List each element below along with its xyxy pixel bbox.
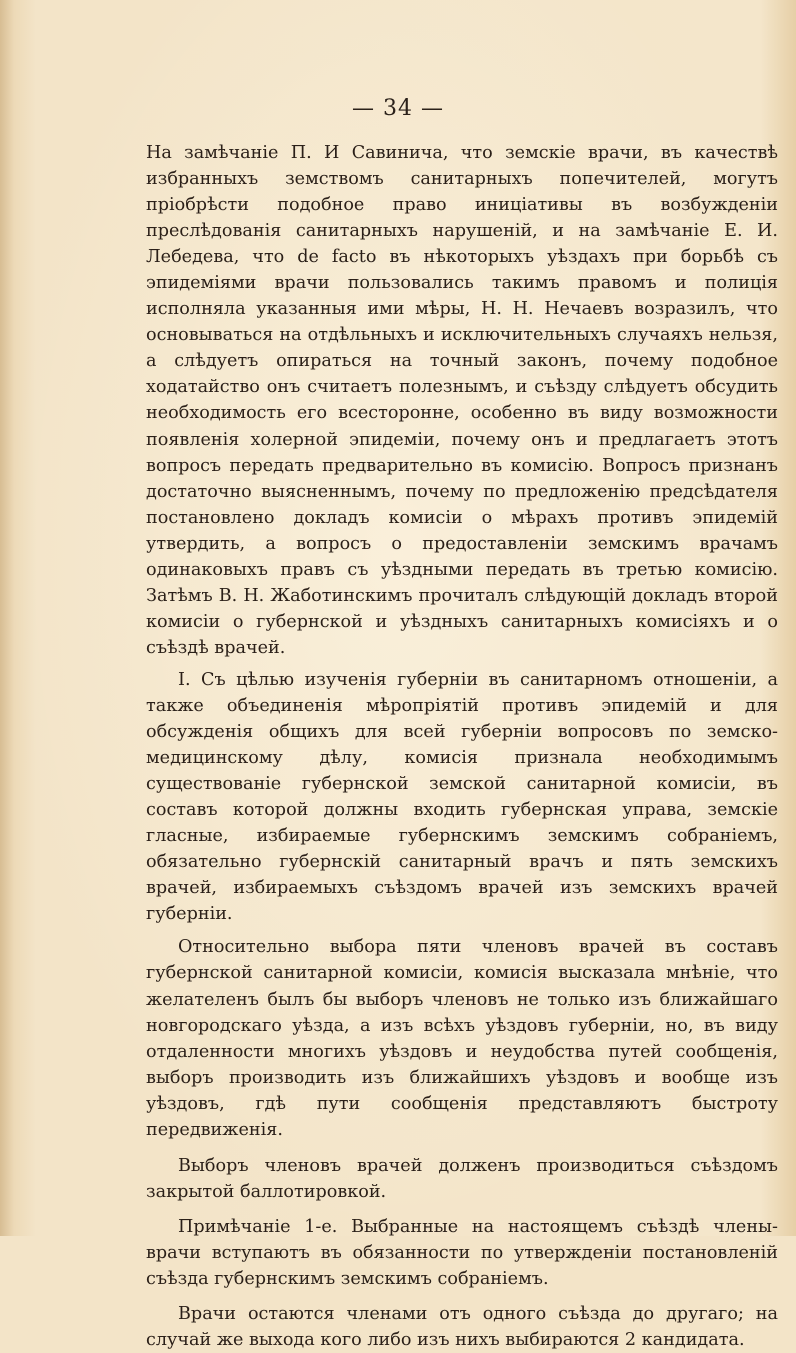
document-body bbox=[146, 140, 778, 1353]
page-number: — 34 — bbox=[352, 96, 444, 121]
paragraph-1: На замѣчаніе П. И Савинича, что земскіе врачи, въ качествѣ избранныхъ земствомъ санитарныхъ попечителей, могутъ пріобрѣсти подобное право иниціативы въ возбужденіи преслѣдованія санитарныхъ нарушеній, и на замѣчаніе Е. И. Лебедева, что de facto въ нѣкоторыхъ уѣздахъ при борьбѣ съ эпидеміями врачи пользовались такимъ правомъ и полиція исполняла указанныя ими мѣры, Н. Н. Нечаевъ возразилъ, что основываться на отдѣльныхъ и исключительныхъ случаяхъ нельзя, а слѣдуетъ опираться на точный законъ, почему подобное ходатайство онъ считаетъ полезнымъ, и съѣзду слѣдуетъ обсудить необходимость его всесторонне, особенно въ виду возможности появленія холерной эпидеміи, почему онъ и предлагаетъ этотъ вопросъ передать предварительно въ комисію. Вопросъ признанъ достаточно выясненнымъ, почему по предложенію предсѣдателя постановлено докладъ комисіи о мѣрахъ противъ эпидемій утвердить, а вопросъ о предоставленіи земскимъ врачамъ одинаковыхъ правъ съ уѣздными передать въ третью комисію. Затѣмъ В. Н. Жаботинскимъ прочиталъ слѣдующій докладъ второй комисіи о губернской и уѣздныхъ санитарныхъ комисіяхъ и о съѣздѣ врачей. bbox=[146, 143, 778, 658]
paragraph-3: Относительно выбора пяти членовъ врачей въ составъ губернской санитарной комисіи, комисія высказала мнѣніе, что желателенъ былъ бы выборъ членовъ не только изъ ближайшаго новгородскаго уѣзда, а изъ всѣхъ уѣздовъ губерніи, но, въ виду отдаленности многихъ уѣздовъ и неудобства путей сообщенія, выборъ производить изъ ближайшихъ уѣздовъ и вообще изъ уѣздовъ, гдѣ пути сообщенія представляютъ быстроту передвиженія. bbox=[146, 937, 778, 1140]
page-spine-shadow bbox=[0, 0, 14, 1236]
paragraph-6: Врачи остаются членами отъ одного съѣзда до другаго; на случай же выхода кого либо изъ нихъ выбираются 2 кандидата. bbox=[146, 1304, 778, 1351]
paragraph-5: Примѣчаніе 1-е. Выбранные на настоящемъ съѣздѣ члены-врачи вступаютъ въ обязанности по утвержденіи постановленій съѣзда губернскимъ земскимъ собраніемъ. bbox=[146, 1216, 778, 1289]
paragraph-4: Выборъ членовъ врачей долженъ производиться съѣздомъ закрытой баллотировкой. bbox=[146, 1155, 778, 1202]
paragraph-2: I. Съ цѣлью изученія губерніи въ санитарномъ отношеніи, а также объединенія мѣропріятій противъ эпидемій и для обсужденія общихъ для всей губерніи вопросовъ по земско-медицинскому дѣлу, комисія признала необходимымъ существованіе губернской земской санитарной комисіи, въ составъ которой должны входить губернская управа, земскіе гласные, избираемые губернскимъ земскимъ собраніемъ, обязательно губернскій санитарный врачъ и пять земскихъ врачей, избираемыхъ съѣздомъ врачей изъ земскихъ врачей губерніи. bbox=[146, 669, 778, 925]
